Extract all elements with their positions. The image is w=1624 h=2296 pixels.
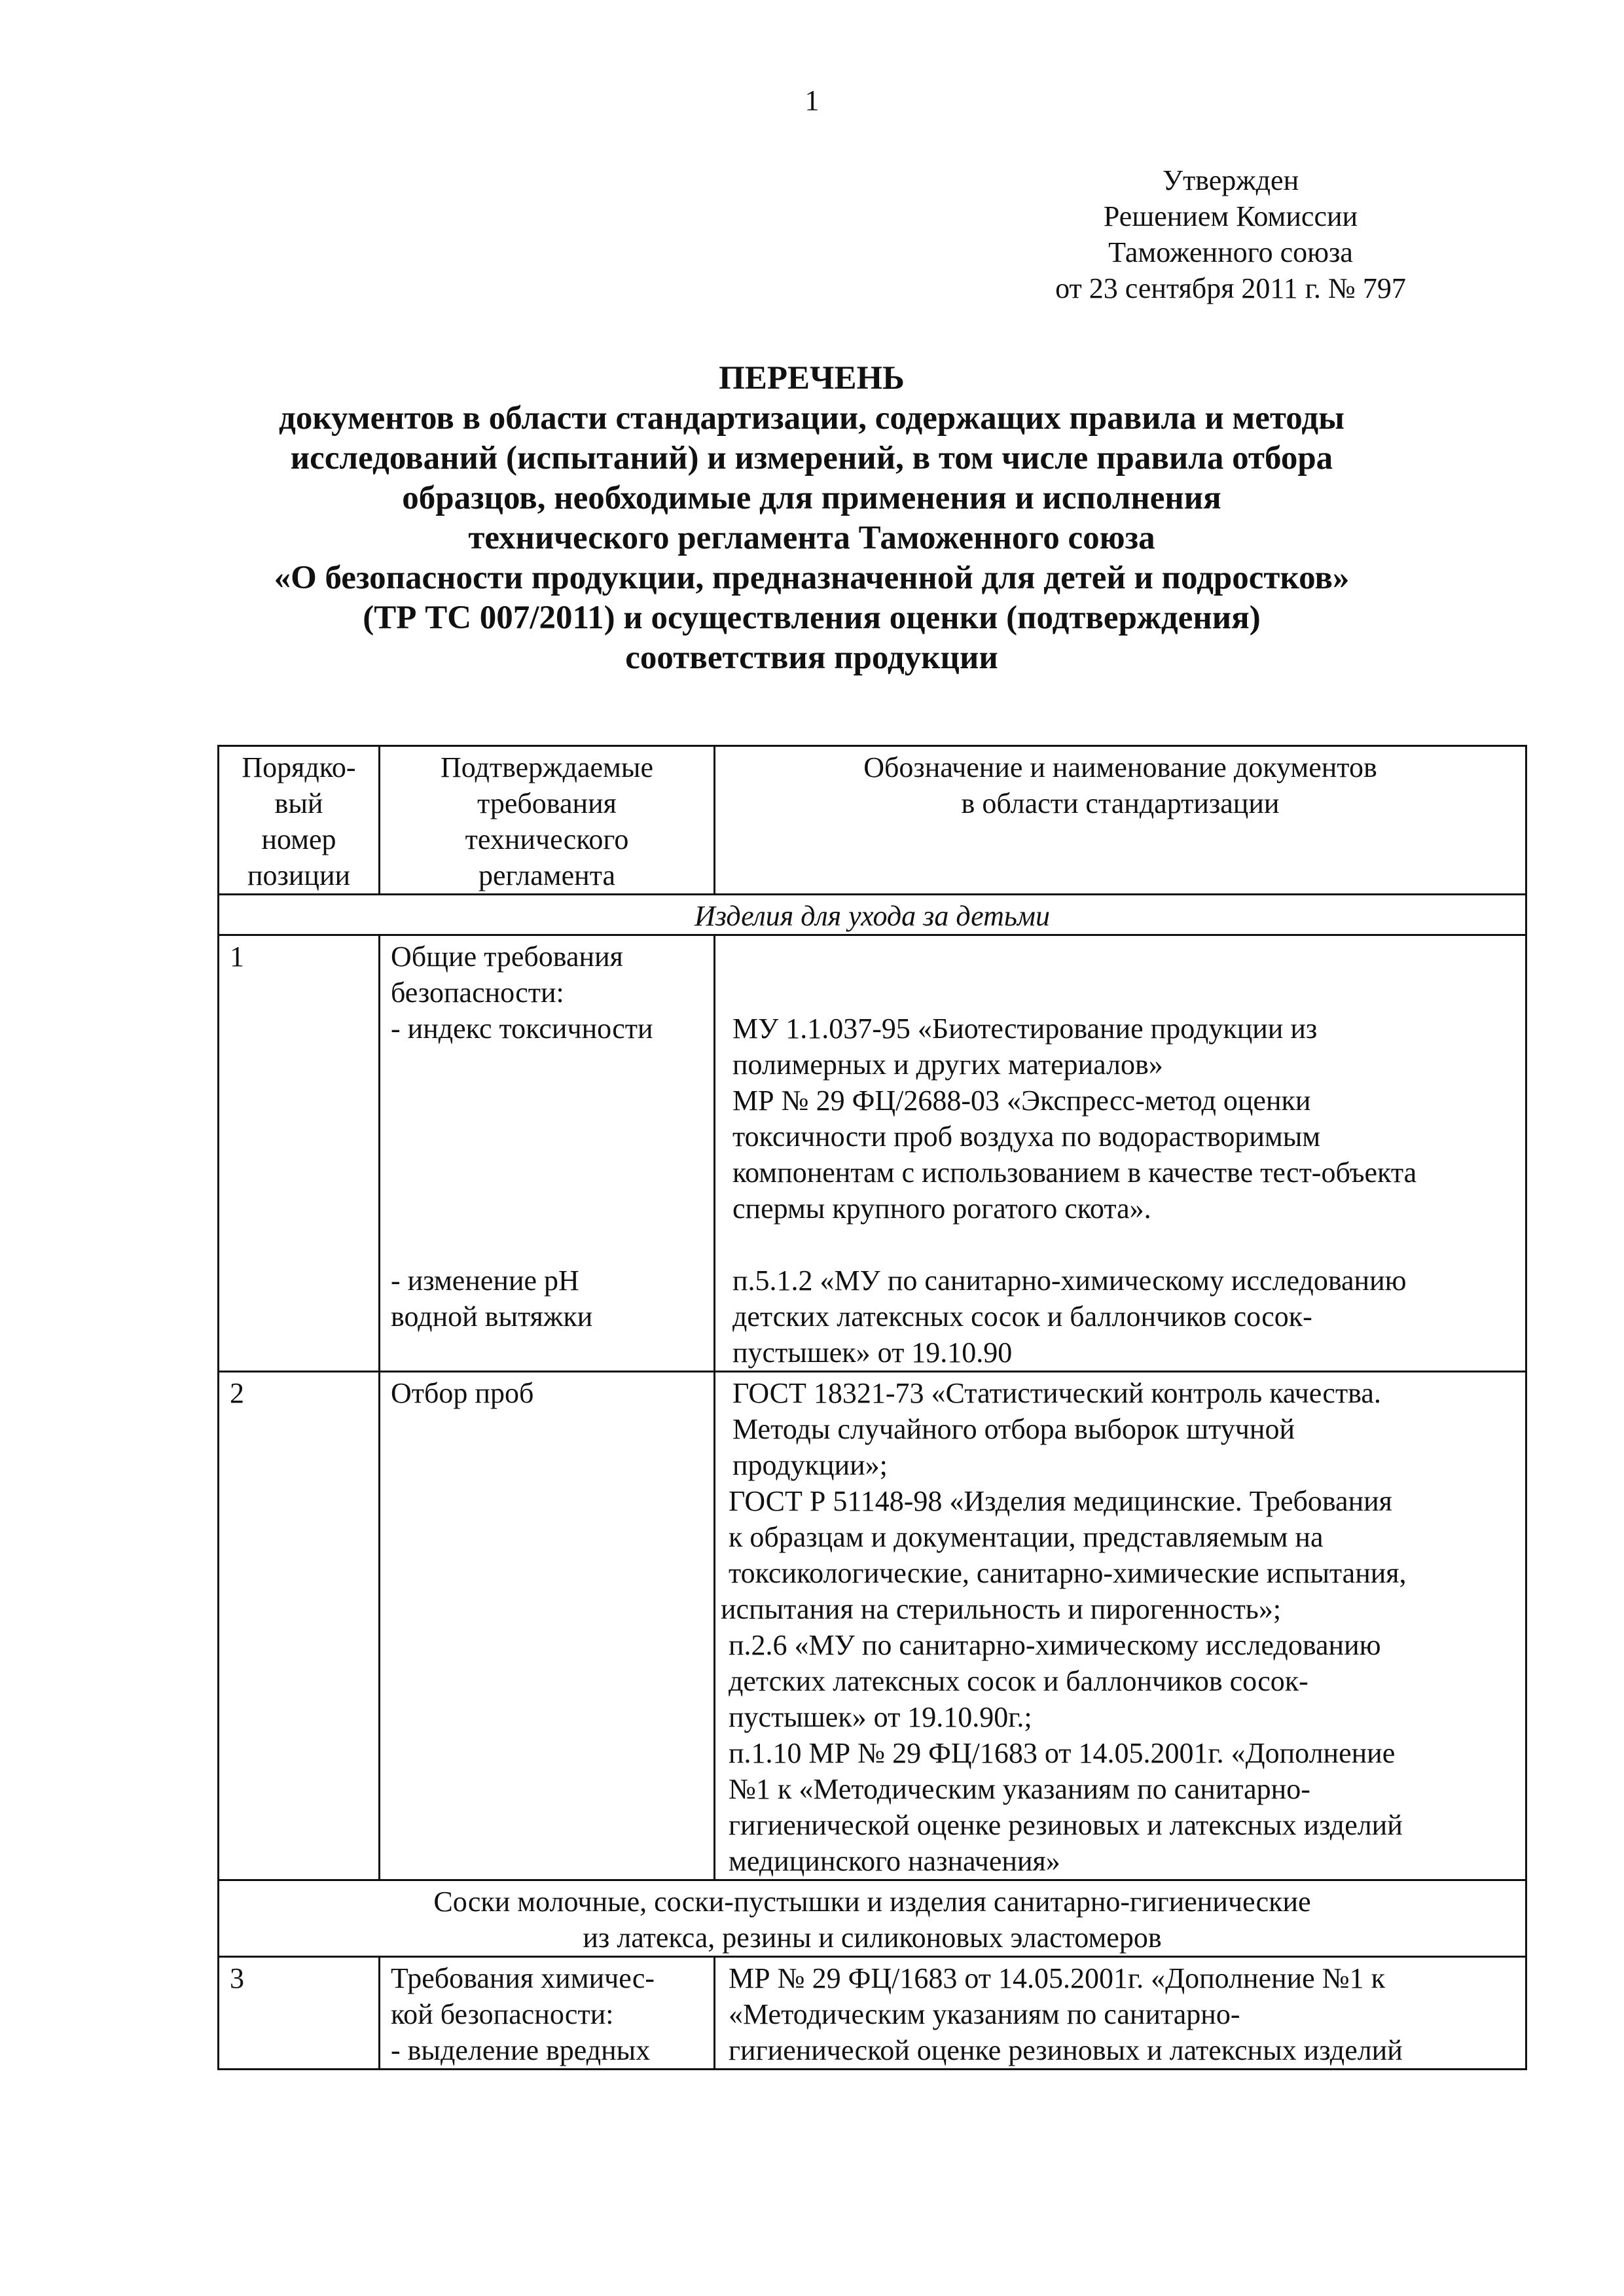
- title-heading: ПЕРЕЧЕНЬ: [719, 360, 905, 397]
- requirement-text: Требования химичес-: [391, 1962, 655, 1994]
- document-text: пустышек» от 19.10.90г.;: [729, 1701, 1032, 1733]
- title-line: исследований (испытаний) и измерений, в том числе правила отбора: [290, 440, 1333, 476]
- row-number: 3: [219, 1957, 380, 2070]
- document-text: к образцам и документации, представляемым на: [729, 1521, 1324, 1553]
- approval-line-4: от 23 сентября 2011 г. № 797: [1055, 272, 1406, 304]
- requirement-text: Общие требования: [391, 941, 623, 973]
- row-documents: [715, 1957, 1526, 2070]
- header-position-number: [219, 746, 380, 895]
- header-text: Порядко-: [242, 751, 356, 783]
- title-line: (ТР ТС 007/2011) и осуществления оценки (подтверждения): [363, 600, 1261, 636]
- approval-line-2: Решением Комиссии: [1103, 200, 1358, 232]
- document-text: п.2.6 «МУ по санитарно-химическому исследованию: [729, 1629, 1381, 1661]
- requirement-text: безопасности:: [391, 977, 564, 1009]
- section-title-line: из латекса, резины и силиконовых эластомеров: [583, 1922, 1162, 1954]
- document-text: медицинского назначения»: [729, 1845, 1060, 1877]
- title-line: документов в области стандартизации, содержащих правила и методы: [279, 400, 1344, 437]
- requirement-text: кой безопасности:: [391, 1998, 614, 2030]
- document-text: п.5.1.2 «МУ по санитарно-химическому исследованию: [732, 1265, 1407, 1297]
- header-text: требования: [477, 787, 617, 819]
- header-text: Подтверждаемые: [441, 751, 653, 783]
- requirement-text: - индекс токсичности: [391, 1013, 653, 1045]
- requirement-text: - выделение вредных: [391, 2034, 651, 2066]
- document-text: МУ 1.1.037-95 «Биотестирование продукции из: [732, 1013, 1318, 1045]
- header-documents: [715, 746, 1526, 895]
- document-text: №1 к «Методическим указаниям по санитарно-: [729, 1773, 1310, 1805]
- section-title: [219, 1880, 1526, 1957]
- header-text: в области стандартизации: [961, 787, 1280, 819]
- document-text: «Методическим указаниям по санитарно-: [729, 1998, 1240, 2030]
- section-title: Изделия для ухода за детьми: [219, 895, 1526, 935]
- page-number: 1: [804, 84, 820, 117]
- row-number: 1: [219, 935, 380, 1372]
- header-text: номер: [261, 823, 336, 855]
- title-line: соответствия продукции: [625, 639, 998, 676]
- header-text: Обозначение и наименование документов: [863, 751, 1377, 783]
- document-text: МР № 29 ФЦ/2688-03 «Экспресс-метод оценки: [732, 1085, 1311, 1117]
- document-title: [196, 359, 1427, 678]
- header-text: технического: [465, 823, 629, 855]
- approval-stamp: [975, 162, 1486, 306]
- section-row: [219, 895, 1526, 935]
- document-text: п.1.10 МР № 29 ФЦ/1683 от 14.05.2001г. «Дополнение: [729, 1737, 1396, 1769]
- section-title-line: Соски молочные, соски-пустышки и изделия санитарно-гигиенические: [433, 1886, 1311, 1918]
- document-text: токсичности проб воздуха по водорастворимым: [732, 1121, 1321, 1153]
- document-text: испытания на стерильность и пирогенность»;: [721, 1593, 1282, 1625]
- document-text: компонентам с использованием в качестве тест-объекта: [732, 1157, 1417, 1189]
- document-text: ГОСТ Р 51148-98 «Изделия медицинские. Требования: [729, 1485, 1392, 1517]
- document-text: гигиенической оценке резиновых и латексных изделий: [729, 1809, 1403, 1841]
- table-header-row: [219, 746, 1526, 895]
- document-text: токсикологические, санитарно-химические испытания,: [729, 1557, 1407, 1589]
- table-row: [219, 935, 1526, 1372]
- approval-line-1: Утвержден: [1162, 164, 1299, 196]
- header-text: регламента: [478, 859, 616, 891]
- document-text: продукции»;: [732, 1449, 888, 1481]
- title-line: технического регламента Таможенного союза: [468, 520, 1155, 556]
- standards-table: [217, 745, 1527, 2070]
- row-requirements: [380, 935, 715, 1372]
- row-requirements: [380, 1957, 715, 2070]
- document-text: Методы случайного отбора выборок штучной: [732, 1413, 1295, 1445]
- row-requirements: Отбор проб: [380, 1372, 715, 1880]
- table-row: [219, 1957, 1526, 2070]
- document-text: спермы крупного рогатого скота».: [732, 1193, 1151, 1225]
- document-text: полимерных и других материалов»: [732, 1049, 1163, 1081]
- document-text: ГОСТ 18321-73 «Статистический контроль качества.: [732, 1377, 1381, 1409]
- document-text: гигиенической оценке резиновых и латексных изделий: [729, 2034, 1403, 2066]
- header-requirements: [380, 746, 715, 895]
- row-number: 2: [219, 1372, 380, 1880]
- section-row: [219, 1880, 1526, 1957]
- row-documents: [715, 935, 1526, 1372]
- document-text: пустышек» от 19.10.90: [732, 1336, 1013, 1369]
- document-text: детских латексных сосок и баллончиков сосок-: [729, 1665, 1308, 1697]
- row-documents: [715, 1372, 1526, 1880]
- table-row: [219, 1372, 1526, 1880]
- header-text: вый: [274, 787, 323, 819]
- requirement-text: - изменение рН: [391, 1265, 579, 1297]
- requirement-text: водной вытяжки: [391, 1300, 593, 1333]
- approval-line-3: Таможенного союза: [1108, 236, 1353, 268]
- document-text: детских латексных сосок и баллончиков сосок-: [732, 1300, 1312, 1333]
- title-line: образцов, необходимые для применения и исполнения: [402, 480, 1221, 516]
- document-text: МР № 29 ФЦ/1683 от 14.05.2001г. «Дополнение №1 к: [729, 1962, 1386, 1994]
- title-line: «О безопасности продукции, предназначенной для детей и подростков»: [274, 560, 1350, 596]
- header-text: позиции: [247, 859, 351, 891]
